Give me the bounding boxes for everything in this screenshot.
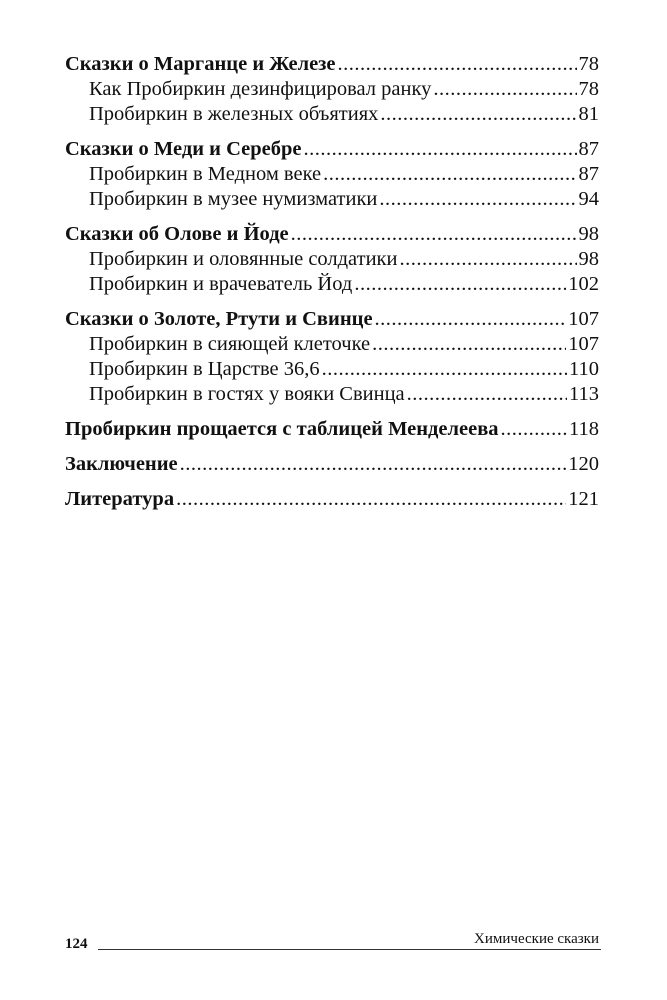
toc-entry-page: 81 bbox=[578, 103, 599, 125]
toc-entry bbox=[65, 222, 599, 247]
toc-entry bbox=[65, 52, 599, 77]
dot-leader bbox=[380, 102, 576, 127]
dot-leader bbox=[338, 52, 577, 77]
toc-entry-title: Пробиркин в музее нумизматики bbox=[89, 188, 378, 210]
toc-entry-title: Заключение bbox=[65, 453, 178, 475]
toc-entry-title: Сказки о Марганце и Железе bbox=[65, 53, 336, 75]
toc-entry-title: Сказки о Меди и Серебре bbox=[65, 138, 302, 160]
toc-entry bbox=[65, 137, 599, 162]
dot-leader bbox=[354, 272, 566, 297]
toc-entry-page: 118 bbox=[569, 418, 599, 440]
dot-leader bbox=[407, 382, 567, 407]
toc-entry bbox=[65, 162, 599, 187]
toc-entry-page: 102 bbox=[568, 273, 599, 295]
dot-leader bbox=[322, 357, 567, 382]
toc-entry bbox=[65, 247, 599, 272]
toc-entry-title: Пробиркин в Медном веке bbox=[89, 163, 322, 185]
toc-entry bbox=[65, 102, 599, 127]
toc-entry bbox=[65, 187, 599, 212]
dot-leader bbox=[379, 187, 576, 212]
toc-entry-page: 98 bbox=[578, 248, 599, 270]
dot-leader bbox=[303, 137, 576, 162]
toc-entry-page: 107 bbox=[568, 308, 599, 330]
toc-entry-title: Сказки об Олове и Йоде bbox=[65, 223, 289, 245]
toc-entry-title: Пробиркин прощается с таблицей Менделеева bbox=[65, 418, 499, 440]
toc-entry bbox=[65, 417, 599, 442]
table-of-contents bbox=[65, 52, 599, 512]
dot-leader bbox=[501, 417, 567, 442]
dot-leader bbox=[180, 452, 567, 477]
toc-entry-page: 78 bbox=[578, 78, 599, 100]
toc-entry bbox=[65, 332, 599, 357]
dot-leader bbox=[433, 77, 576, 102]
toc-entry-title: Литература bbox=[65, 488, 175, 510]
page-footer bbox=[65, 930, 601, 958]
toc-entry-title: Пробиркин в сияющей клеточке bbox=[89, 333, 371, 355]
toc-entry-page: 87 bbox=[578, 163, 599, 185]
dot-leader bbox=[291, 222, 577, 247]
toc-entry bbox=[65, 357, 599, 382]
running-title: Химические сказки bbox=[474, 931, 599, 947]
dot-leader bbox=[372, 332, 566, 357]
toc-entry-title: Как Пробиркин дезинфицировал ранку bbox=[89, 78, 432, 100]
toc-entry-title: Пробиркин и врачеватель Йод bbox=[89, 273, 353, 295]
dot-leader bbox=[176, 487, 566, 512]
toc-entry-page: 120 bbox=[568, 453, 599, 475]
toc-entry-title: Пробиркин и оловянные солдатики bbox=[89, 248, 398, 270]
toc-entry bbox=[65, 452, 599, 477]
toc-entry bbox=[65, 487, 599, 512]
toc-entry bbox=[65, 272, 599, 297]
toc-entry-page: 94 bbox=[578, 188, 599, 210]
toc-entry-page: 78 bbox=[578, 53, 599, 75]
toc-entry bbox=[65, 77, 599, 102]
toc-entry bbox=[65, 307, 599, 332]
toc-entry-page: 121 bbox=[568, 488, 599, 510]
dot-leader bbox=[323, 162, 576, 187]
page-number: 124 bbox=[65, 936, 88, 952]
toc-entry bbox=[65, 382, 599, 407]
toc-entry-title: Пробиркин в железных объятиях bbox=[89, 103, 379, 125]
toc-entry-page: 87 bbox=[578, 138, 599, 160]
toc-entry-page: 110 bbox=[569, 358, 599, 380]
toc-entry-title: Пробиркин в гостях у вояки Свинца bbox=[89, 383, 405, 405]
toc-entry-title: Сказки о Золоте, Ртути и Свинце bbox=[65, 308, 373, 330]
toc-entry-page: 107 bbox=[568, 333, 599, 355]
toc-entry-page: 113 bbox=[569, 383, 599, 405]
footer-rule bbox=[98, 949, 601, 950]
dot-leader bbox=[399, 247, 576, 272]
dot-leader bbox=[375, 307, 567, 332]
toc-entry-title: Пробиркин в Царстве 36,6 bbox=[89, 358, 320, 380]
toc-entry-page: 98 bbox=[578, 223, 599, 245]
